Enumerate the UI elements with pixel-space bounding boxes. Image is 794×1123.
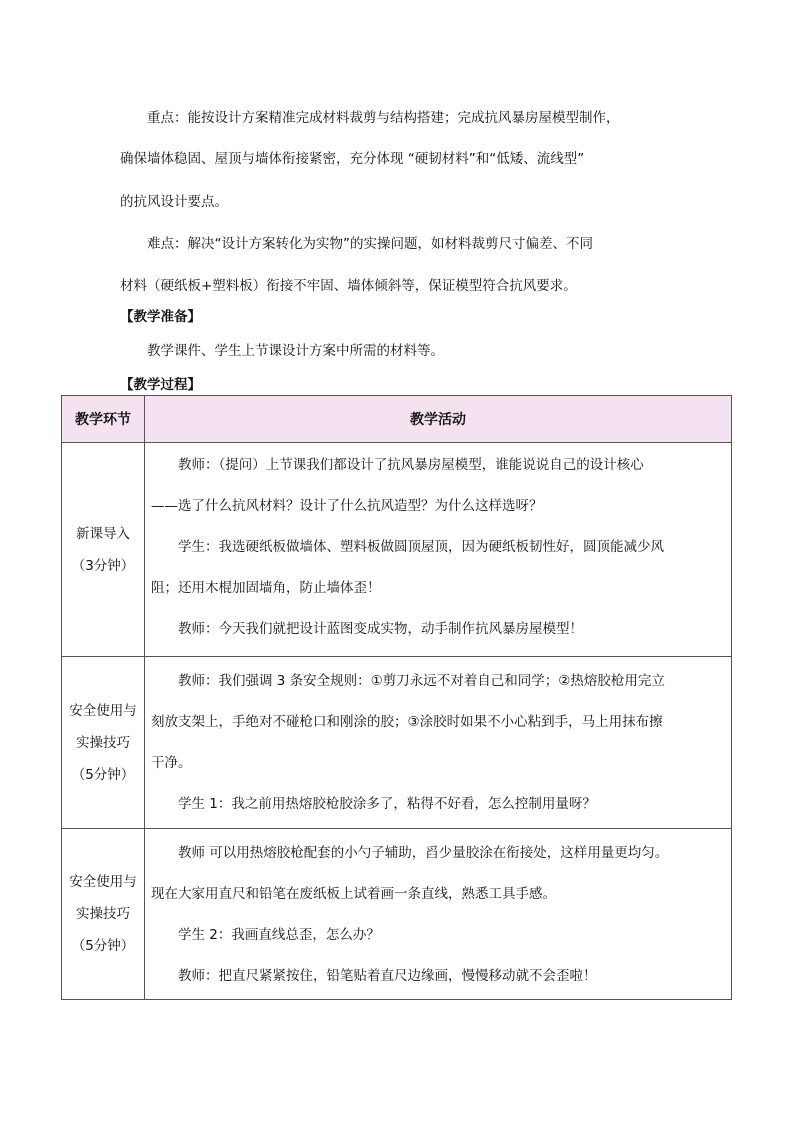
prep-heading: 【教学准备】 (120, 309, 201, 325)
stage-cell (62, 829, 145, 1000)
activity-cell (145, 657, 732, 829)
stage-label: 新课导入 (76, 525, 130, 542)
activity-line: 刻放支架上，手绝对不碰枪口和刚涂的胶；③涂胶时如果不小心粘到手，马上用抹布擦 (151, 714, 663, 730)
activity-line: 教师 可以用热熔胶枪配套的小勺子辅助，舀少量胶涂在衔接处，这样用量更均匀。 (178, 845, 669, 861)
stage-label: 实操技巧 (76, 906, 130, 922)
activity-line: 学生 2：我画直线总歪，怎么办？ (178, 927, 380, 943)
stage-label: 安全使用与 (69, 874, 137, 890)
table-header-row (62, 396, 732, 443)
activity-line: 学生 1：我之前用热熔胶枪胶涂多了，粘得不好看，怎么控制用量呀？ (178, 796, 596, 812)
process-heading: 【教学过程】 (120, 377, 201, 393)
table-row (62, 443, 732, 657)
activity-line: 教师：把直尺紧紧按住，铅笔贴着直尺边缘画，慢慢移动就不会歪啦！ (178, 968, 597, 984)
activity-cell (145, 443, 732, 657)
activity-line: 教师：我们强调 3 条安全规则：①剪刀永远不对着自己和同学；②热熔胶枪用完立 (178, 673, 665, 689)
stage-cell (62, 443, 145, 657)
activity-line: 干净。 (151, 755, 192, 771)
stage-duration: （3分钟） (71, 557, 135, 574)
stage-label: 实操技巧 (76, 734, 130, 751)
key-points-line-2: 确保墙体稳固、屋顶与墙体衔接紧密，充分体现 “硬韧材料”和“低矮、流线型” (120, 151, 585, 167)
stage-duration: （5分钟） (71, 938, 135, 954)
stage-label: 安全使用与 (69, 702, 137, 719)
key-points-line-3: 的抗风设计要点。 (120, 194, 228, 210)
header-activity: 教学活动 (145, 396, 732, 443)
activity-line: 学生：我选硬纸板做墙体、塑料板做圆顶屋顶，因为硬纸板韧性好，圆顶能减少风 (178, 539, 664, 555)
activity-cell (145, 829, 732, 1000)
activity-line: 现在大家用直尺和铅笔在废纸板上试着画一条直线，熟悉工具手感。 (151, 886, 556, 902)
activity-line: ——选了什么抗风材料？设计了什么抗风造型？为什么这样选呀？ (151, 498, 543, 514)
prep-text: 教学课件、学生上节课设计方案中所需的材料等。 (147, 343, 444, 359)
lesson-table (61, 395, 732, 1000)
table-row (62, 657, 732, 829)
header-stage: 教学环节 (62, 396, 145, 443)
key-points-line-1: 重点：能按设计方案精准完成材料裁剪与结构搭建；完成抗风暴房屋模型制作， (147, 110, 620, 126)
activity-line: 教师：今天我们就把设计蓝图变成实物，动手制作抗风暴房屋模型！ (178, 621, 583, 637)
activity-line: 阻；还用木棍加固墙角，防止墙体歪！ (151, 580, 381, 596)
difficulties-line-1: 难点：解决“设计方案转化为实物”的实操问题，如材料裁剪尺寸偏差、不同 (147, 236, 593, 252)
activity-line: 教师：（提问）上节课我们都设计了抗风暴房屋模型，谁能说说自己的设计核心 (178, 457, 644, 473)
stage-cell (62, 657, 145, 829)
table-row (62, 829, 732, 1000)
stage-duration: （5分钟） (71, 766, 135, 783)
difficulties-line-2: 材料（硬纸板+塑料板）衔接不牢固、墙体倾斜等，保证模型符合抗风要求。 (120, 278, 577, 294)
